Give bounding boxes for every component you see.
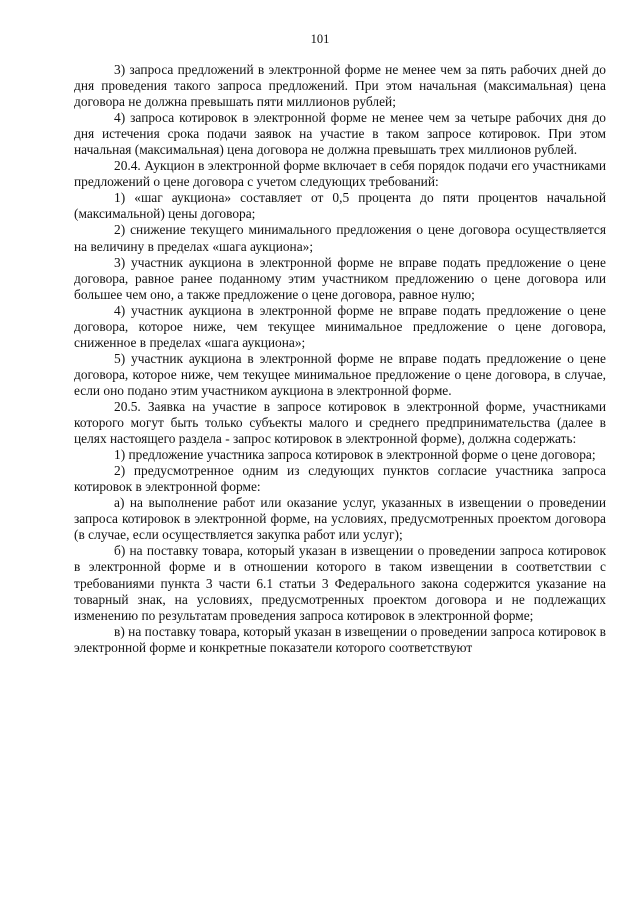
paragraph-consent-trademark: б) на поставку товара, который указан в извещении о проведении запроса котировок в электронной форме и в отношении которого в таком извещении в соответствии с требованиями пункта 3 части 6.1 статьи 3 Федерального закона содержится указание на товарный знак, на условиях, предусмотренных проектом договора и не подлежащих изменению по результатам проведения запроса котировок в электронной форме; <box>74 543 606 623</box>
paragraph-price-reduction: 2) снижение текущего минимального предложения о цене договора осуществляется на величину в пределах «шага аукциона»; <box>74 222 606 254</box>
paragraph-own-offer: 5) участник аукциона в электронной форме не вправе подать предложение о цене договора, которое ниже, чем текущее минимальное предложение о цене договора, в случае, если оно подано этим участником аукциона в электронной форме. <box>74 350 606 398</box>
page-number: 101 <box>310 32 330 46</box>
paragraph-consent-works: а) на выполнение работ или оказание услуг, указанных в извещении о проведении запроса котировок в электронной форме, на условиях, предусмотренных проектом договора (в случае, если осуществляется закупка работ или услуг); <box>74 495 606 543</box>
paragraph-20-4-auction: 20.4. Аукцион в электронной форме включает в себя порядок подачи его участниками предложений о цене договора с учетом следующих требований: <box>74 158 606 190</box>
paragraph-4-request-quotations: 4) запроса котировок в электронной форме не менее чем за четыре рабочих дня до дня истечения срока подачи заявок на участие в таком запросе котировок. При этом начальная (максимальная) цена договора не должна превышать трех миллионов рублей. <box>74 110 606 158</box>
paragraph-20-5-application: 20.5. Заявка на участие в запросе котировок в электронной форме, участниками которого могут быть только субъекты малого и среднего предпринимательства (далее в целях настоящего раздела - запрос котировок в электронной форме), должна содержать: <box>74 398 606 447</box>
paragraph-equal-offer: 3) участник аукциона в электронной форме не вправе подать предложение о цене договора, равное ранее поданному этим участником предложению о цене договора или большее чем оно, а также предложение о цене договора, равное нулю; <box>74 254 606 302</box>
document-body <box>74 62 606 656</box>
paragraph-consent-goods: в) на поставку товара, который указан в извещении о проведении запроса котировок в электронной форме и конкретные показатели которого соответствуют <box>74 623 606 655</box>
paragraph-3-request-proposals: 3) запроса предложений в электронной форме не менее чем за пять рабочих дней до дня проведения такого запроса предложений. При этом начальная (максимальная) цена договора не должна превышать пяти миллионов рублей; <box>74 62 606 110</box>
paragraph-price-offer: 1) предложение участника запроса котировок в электронной форме о цене договора; <box>114 447 596 463</box>
paragraph-consent: 2) предусмотренное одним из следующих пунктов согласие участника запроса котировок в электронной форме: <box>74 463 606 495</box>
paragraph-lower-offer: 4) участник аукциона в электронной форме не вправе подать предложение о цене договора, которое ниже, чем текущее минимальное предложение о цене договора, сниженное в пределах «шага аукциона»; <box>74 302 606 350</box>
paragraph-auction-step: 1) «шаг аукциона» составляет от 0,5 процента до пяти процентов начальной (максимальной) цены договора; <box>74 190 606 222</box>
